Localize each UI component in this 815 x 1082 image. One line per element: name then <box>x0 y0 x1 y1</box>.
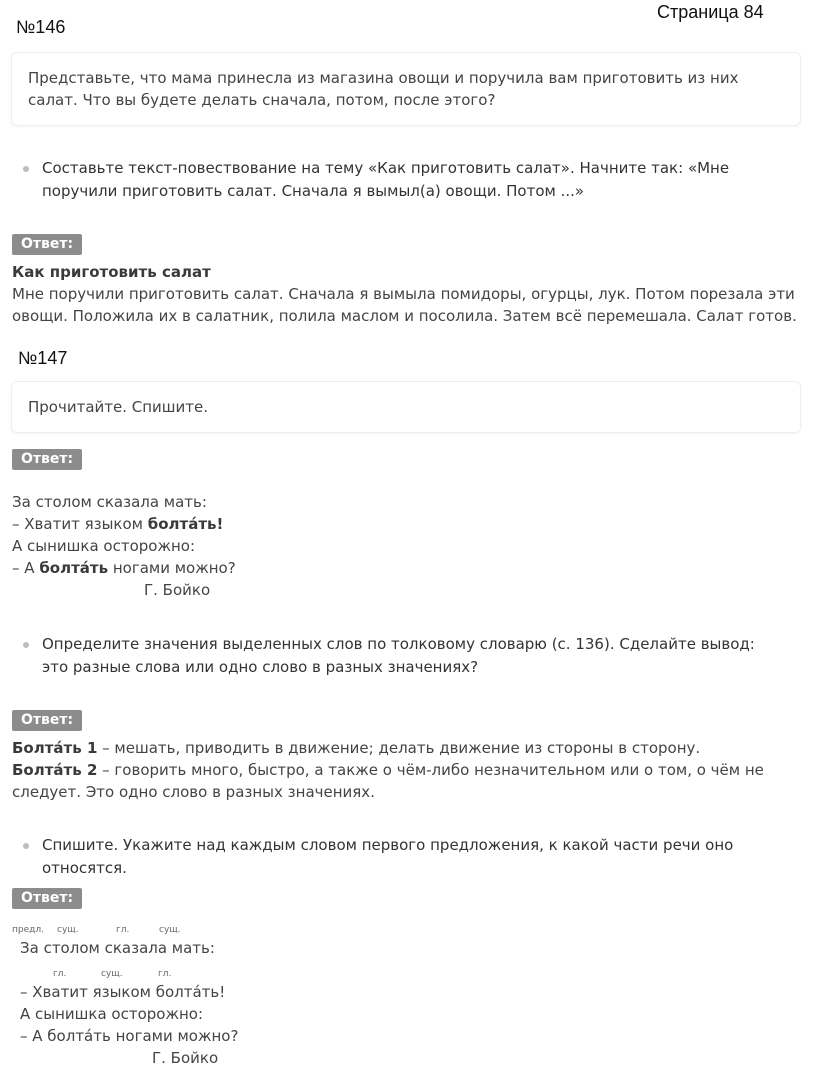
answer-badge: Ответ: <box>12 888 82 909</box>
task-number-146: №146 <box>16 17 66 37</box>
poem <box>12 491 802 601</box>
answer-146 <box>12 261 802 327</box>
bullet-definitions: Определите значения выделенных слов по толковому словарю (с. 136). Сделайте вывод: это разные слова или одно слово в разных значениях? <box>42 633 782 679</box>
answer-badge: Ответ: <box>12 449 82 470</box>
definition-2 <box>12 759 802 803</box>
poem2-line: За столом сказала мать: <box>20 939 215 957</box>
page-label: Страница 84 <box>657 2 764 22</box>
definition-text: – мешать, приводить в движение; делать движение из стороны в сторону. <box>97 739 701 757</box>
question-card-146 <box>11 52 801 126</box>
poem2-author: Г. Бойко <box>152 1049 219 1067</box>
poem2-line: А сынишка осторожно: <box>20 1005 204 1023</box>
poem-text: – Хватит языком <box>12 515 148 533</box>
bullet-parts-of-speech: Спишите. Укажите над каждым словом первого предложения, к какой части речи оно относятся. <box>42 834 782 880</box>
pos-mark: гл. <box>116 925 130 935</box>
task-number-147: №147 <box>18 348 68 368</box>
poem2-line: – Хватит языком болта́ть! <box>20 983 226 1001</box>
question-text: Представьте, что мама принесла из магазина овощи и поручила вам приготовить из них салат. Что вы будете делать сначала, потом, после этого? <box>28 69 739 109</box>
definitions <box>12 737 802 803</box>
pos-mark: гл. <box>53 969 67 979</box>
poem-text: ногами можно? <box>108 559 236 577</box>
answer-text: Мне поручили приготовить салат. Сначала я вымыла помидоры, огурцы, лук. Потом порезала эти овощи. Положила их в салатник, полила маслом и посолила. Затем всё перемешала. Салат готов. <box>12 285 797 325</box>
answer-title: Как приготовить салат <box>12 263 211 281</box>
definition-term: Болта́ть 1 <box>12 739 98 757</box>
highlighted-word: болта́ть <box>39 559 109 577</box>
question-card-147 <box>11 381 801 433</box>
pos-mark: гл. <box>158 969 172 979</box>
poem-line: А сынишка осторожно: <box>12 537 196 555</box>
poem2 <box>20 981 238 1069</box>
poem-text: – А <box>12 559 40 577</box>
pos-mark: сущ. <box>101 969 123 979</box>
question-text: Прочитайте. Спишите. <box>28 398 209 416</box>
poem-author: Г. Бойко <box>144 581 211 599</box>
poem-line <box>12 513 802 535</box>
poem-line: За столом сказала мать: <box>12 493 207 511</box>
definition-term: Болта́ть 2 <box>12 761 98 779</box>
answer-badge: Ответ: <box>12 710 82 731</box>
poem2-line: – А болта́ть ногами можно? <box>20 1027 239 1045</box>
definition-1 <box>12 737 802 759</box>
pos-mark: предл. <box>12 925 44 935</box>
poem-line <box>12 557 802 579</box>
definition-text: – говорить много, быстро, а также о чём-либо незначительном или о том, о чём не следует. Это одно слово в разных значениях. <box>12 761 764 801</box>
pos-mark: сущ. <box>159 925 181 935</box>
highlighted-word: болта́ть! <box>147 515 224 533</box>
pos-mark: сущ. <box>57 925 79 935</box>
bullet-task-146: Составьте текст-повествование на тему «Как приготовить салат». Начните так: «Мне поручили приготовить салат. Сначала я вымыл(а) овощи. Потом ...» <box>42 157 782 203</box>
answer-badge: Ответ: <box>12 234 82 255</box>
